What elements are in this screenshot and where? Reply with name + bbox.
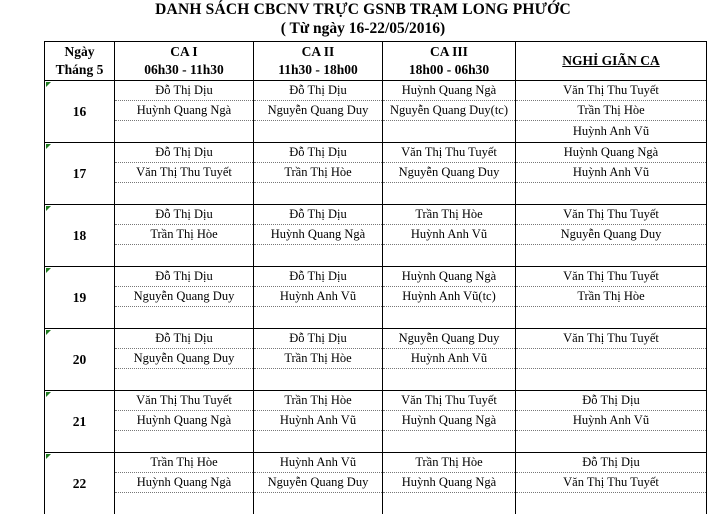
shift-1-cell (115, 183, 254, 205)
shift-2-cell: Huỳnh Quang Ngà (254, 225, 383, 245)
schedule-row (45, 121, 707, 143)
schedule-row (45, 349, 707, 369)
shift-1-cell: Đỗ Thị Dịu (115, 329, 254, 349)
schedule-row (45, 307, 707, 329)
header-shift-3 (383, 42, 516, 81)
shift-3-name: CA III (383, 43, 515, 61)
header-shift-1 (115, 42, 254, 81)
off-duty-cell (516, 431, 707, 453)
schedule-row (45, 287, 707, 307)
shift-1-cell: Đỗ Thị Dịu (115, 143, 254, 163)
off-duty-cell: Huỳnh Anh Vũ (516, 411, 707, 431)
shift-1-cell: Huỳnh Quang Ngà (115, 473, 254, 493)
schedule-row (45, 411, 707, 431)
shift-3-cell: Văn Thị Thu Tuyết (383, 391, 516, 411)
shift-2-cell (254, 245, 383, 267)
shift-3-cell (383, 307, 516, 329)
off-duty-cell: Huỳnh Anh Vũ (516, 163, 707, 183)
shift-2-cell (254, 493, 383, 514)
off-duty-cell: Đỗ Thị Dịu (516, 453, 707, 473)
shift-3-cell: Huỳnh Anh Vũ (383, 349, 516, 369)
shift-2-cell: Đỗ Thị Dịu (254, 205, 383, 225)
off-duty-cell: Văn Thị Thu Tuyết (516, 473, 707, 493)
header-day-label: Ngày (45, 43, 114, 61)
shift-1-name: CA I (115, 43, 253, 61)
off-duty-cell (516, 307, 707, 329)
shift-3-cell: Huỳnh Anh Vũ (383, 225, 516, 245)
off-duty-cell: Trần Thị Hòe (516, 287, 707, 307)
schedule-table (44, 41, 707, 514)
schedule-row (45, 391, 707, 411)
shift-3-cell: Huỳnh Quang Ngà (383, 267, 516, 287)
header-off-duty (516, 42, 707, 81)
shift-2-cell: Nguyễn Quang Duy (254, 473, 383, 493)
shift-3-cell (383, 493, 516, 514)
shift-2-cell: Đỗ Thị Dịu (254, 143, 383, 163)
shift-3-cell: Nguyễn Quang Duy (383, 329, 516, 349)
schedule-row (45, 267, 707, 287)
header-day (45, 42, 115, 81)
shift-1-cell: Nguyễn Quang Duy (115, 287, 254, 307)
schedule-row (45, 163, 707, 183)
schedule-row (45, 205, 707, 225)
shift-2-cell: Huỳnh Anh Vũ (254, 287, 383, 307)
day-cell: 22 (45, 453, 115, 514)
off-duty-cell: Đỗ Thị Dịu (516, 391, 707, 411)
shift-1-cell (115, 369, 254, 391)
shift-1-cell: Đỗ Thị Dịu (115, 205, 254, 225)
shift-2-cell: Trần Thị Hòe (254, 391, 383, 411)
off-duty-cell: Văn Thị Thu Tuyết (516, 205, 707, 225)
shift-2-cell: Trần Thị Hòe (254, 163, 383, 183)
off-duty-cell: Văn Thị Thu Tuyết (516, 329, 707, 349)
shift-2-cell: Huỳnh Anh Vũ (254, 453, 383, 473)
off-duty-cell: Huỳnh Anh Vũ (516, 121, 707, 143)
shift-2-cell (254, 307, 383, 329)
shift-1-cell: Nguyễn Quang Duy (115, 349, 254, 369)
header-shift-2 (254, 42, 383, 81)
off-duty-cell: Trần Thị Hòe (516, 101, 707, 121)
schedule-body (45, 81, 707, 514)
shift-2-cell: Đỗ Thị Dịu (254, 267, 383, 287)
day-cell: 16 (45, 81, 115, 143)
schedule-row (45, 143, 707, 163)
off-duty-cell (516, 183, 707, 205)
off-duty-cell: Văn Thị Thu Tuyết (516, 81, 707, 101)
shift-1-cell: Trần Thị Hòe (115, 453, 254, 473)
schedule-row (45, 493, 707, 514)
shift-3-cell (383, 431, 516, 453)
shift-3-cell (383, 245, 516, 267)
schedule-row (45, 453, 707, 473)
schedule-row (45, 245, 707, 267)
off-duty-cell: Nguyễn Quang Duy (516, 225, 707, 245)
off-duty-cell (516, 245, 707, 267)
schedule-row (45, 369, 707, 391)
shift-2-cell: Đỗ Thị Dịu (254, 329, 383, 349)
off-duty-label: NGHỈ GIÃN CA (516, 52, 706, 70)
shift-1-cell: Trần Thị Hòe (115, 225, 254, 245)
shift-1-cell: Huỳnh Quang Ngà (115, 411, 254, 431)
shift-2-hours: 11h30 - 18h00 (254, 61, 382, 79)
shift-2-cell: Huỳnh Anh Vũ (254, 411, 383, 431)
day-cell: 21 (45, 391, 115, 453)
shift-1-cell (115, 493, 254, 514)
day-cell: 18 (45, 205, 115, 267)
day-cell: 17 (45, 143, 115, 205)
schedule-row (45, 183, 707, 205)
shift-1-cell: Huỳnh Quang Ngà (115, 101, 254, 121)
shift-2-cell: Đỗ Thị Dịu (254, 81, 383, 101)
shift-1-hours: 06h30 - 11h30 (115, 61, 253, 79)
shift-2-cell (254, 183, 383, 205)
shift-3-cell: Nguyễn Quang Duy(tc) (383, 101, 516, 121)
shift-1-cell (115, 245, 254, 267)
day-cell: 20 (45, 329, 115, 391)
shift-3-cell (383, 183, 516, 205)
shift-3-cell: Trần Thị Hòe (383, 205, 516, 225)
header-month-label: Tháng 5 (45, 61, 114, 79)
shift-3-cell: Trần Thị Hòe (383, 453, 516, 473)
shift-3-cell: Nguyễn Quang Duy (383, 163, 516, 183)
document-subtitle: ( Từ ngày 16-22/05/2016) (0, 20, 726, 38)
shift-2-cell: Trần Thị Hòe (254, 349, 383, 369)
off-duty-cell (516, 369, 707, 391)
shift-1-cell: Văn Thị Thu Tuyết (115, 163, 254, 183)
schedule-row (45, 101, 707, 121)
shift-2-cell (254, 369, 383, 391)
schedule-row (45, 81, 707, 101)
shift-1-cell: Đỗ Thị Dịu (115, 267, 254, 287)
shift-1-cell: Đỗ Thị Dịu (115, 81, 254, 101)
day-cell: 19 (45, 267, 115, 329)
off-duty-cell: Văn Thị Thu Tuyết (516, 267, 707, 287)
shift-1-cell (115, 307, 254, 329)
off-duty-cell (516, 493, 707, 514)
shift-3-cell (383, 369, 516, 391)
shift-3-cell: Văn Thị Thu Tuyết (383, 143, 516, 163)
shift-2-cell: Nguyễn Quang Duy (254, 101, 383, 121)
schedule-row (45, 329, 707, 349)
shift-2-name: CA II (254, 43, 382, 61)
shift-1-cell (115, 431, 254, 453)
shift-1-cell (115, 121, 254, 143)
shift-2-cell (254, 431, 383, 453)
shift-2-cell (254, 121, 383, 143)
off-duty-cell (516, 349, 707, 369)
off-duty-cell: Huỳnh Quang Ngà (516, 143, 707, 163)
shift-3-cell: Huỳnh Anh Vũ(tc) (383, 287, 516, 307)
header-row (45, 42, 707, 81)
schedule-row (45, 431, 707, 453)
shift-3-cell: Huỳnh Quang Ngà (383, 81, 516, 101)
shift-3-cell: Huỳnh Quang Ngà (383, 411, 516, 431)
shift-3-hours: 18h00 - 06h30 (383, 61, 515, 79)
shift-1-cell: Văn Thị Thu Tuyết (115, 391, 254, 411)
shift-3-cell: Huỳnh Quang Ngà (383, 473, 516, 493)
schedule-row (45, 225, 707, 245)
document-title: DANH SÁCH CBCNV TRỰC GSNB TRẠM LONG PHƯỚC (0, 1, 726, 19)
schedule-row (45, 473, 707, 493)
shift-3-cell (383, 121, 516, 143)
